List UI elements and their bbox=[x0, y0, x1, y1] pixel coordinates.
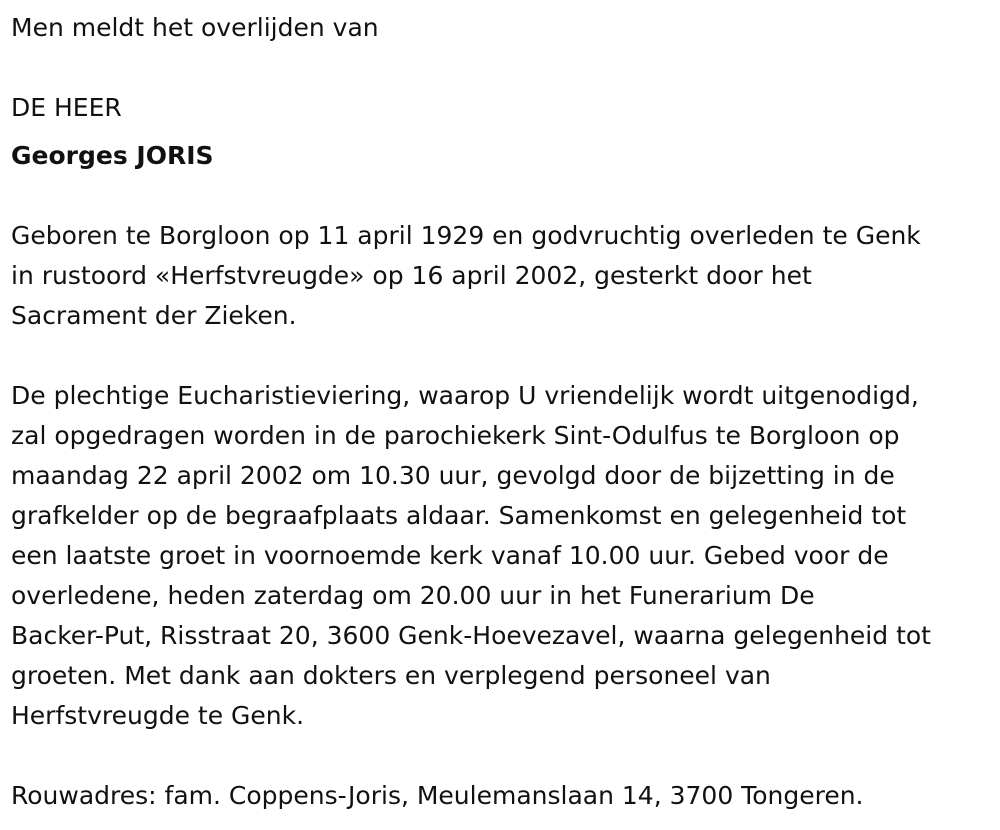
ceremony-line: Herfstvreugde te Genk. bbox=[11, 701, 305, 730]
death-notice bbox=[11, 8, 996, 816]
ceremony-line: groeten. Met dank aan dokters en verplegend personeel van bbox=[11, 661, 771, 690]
birth-death-line: Sacrament der Zieken. bbox=[11, 301, 297, 330]
deceased-name: Georges JORIS bbox=[11, 141, 214, 170]
honorific: DE HEER bbox=[11, 93, 122, 122]
mourning-address: Rouwadres: fam. Coppens-Joris, Meulemanslaan 14, 3700 Tongeren. bbox=[11, 781, 864, 810]
birth-death-line: in rustoord «Herfstvreugde» op 16 april 2002, gesterkt door het bbox=[11, 261, 812, 290]
ceremony-line: grafkelder op de begraafplaats aldaar. Samenkomst en gelegenheid tot bbox=[11, 501, 907, 530]
ceremony-line: Backer-Put, Risstraat 20, 3600 Genk-Hoevezavel, waarna gelegenheid tot bbox=[11, 621, 931, 650]
birth-death-paragraph bbox=[11, 216, 996, 336]
ceremony-line: De plechtige Eucharistieviering, waarop U vriendelijk wordt uitgenodigd, bbox=[11, 381, 919, 410]
ceremony-line: overledene, heden zaterdag om 20.00 uur in het Funerarium De bbox=[11, 581, 815, 610]
ceremony-line: zal opgedragen worden in de parochiekerk Sint-Odulfus te Borgloon op bbox=[11, 421, 900, 450]
ceremony-line: maandag 22 april 2002 om 10.30 uur, gevolgd door de bijzetting in de bbox=[11, 461, 895, 490]
intro-line: Men meldt het overlijden van bbox=[11, 13, 379, 42]
ceremony-line: een laatste groet in voornoemde kerk vanaf 10.00 uur. Gebed voor de bbox=[11, 541, 889, 570]
ceremony-paragraph bbox=[11, 376, 996, 736]
birth-death-line: Geboren te Borgloon op 11 april 1929 en godvruchtig overleden te Genk bbox=[11, 221, 921, 250]
